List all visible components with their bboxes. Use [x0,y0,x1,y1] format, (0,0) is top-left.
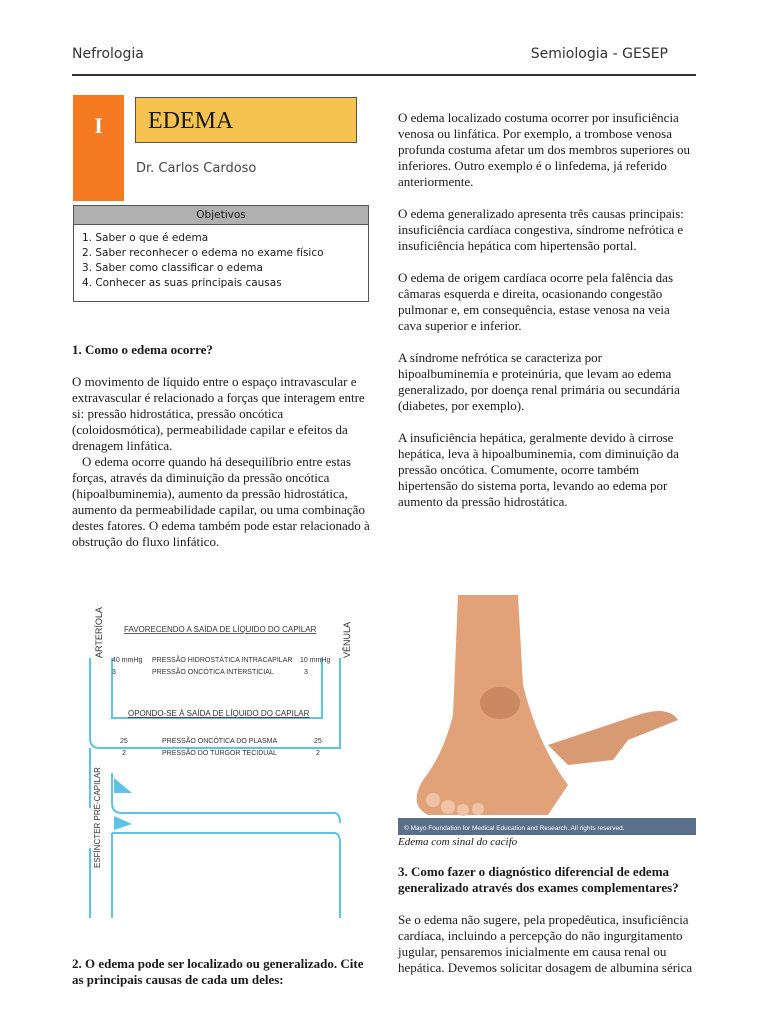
esfincter-label: ESFÍNCTER PRÉ-CAPILAR [93,767,102,868]
figure-caption: Edema com sinal do cacifo [398,836,518,848]
chapter-title-box [135,97,357,143]
row3-label: PRESSÃO ONCÓTICA DO PLASMA [162,738,278,745]
arteriola-label: ARTERÍOLA [94,607,104,658]
objective-item: 4. Conhecer as suas principais causas [82,277,282,289]
right-column [398,110,694,526]
row2-right: 3 [304,669,308,676]
row1-right: 10 mmHg [300,657,331,664]
paragraph: O edema generalizado apresenta três causas principais: insuficiência cardíaca congestiva, síndrome nefrótica e insuficiência hepática com hipertensão portal. [398,206,684,253]
paragraph: O edema de origem cardíaca ocorre pela falência das câmaras esquerda e direita, ocasionando congestão pulmonar e, em consequência, estase venosa na veia cava superior e inferior. [398,270,674,333]
objectives-box [73,205,369,302]
row1-left: 40 mmHg [112,657,143,664]
chapter-author: Dr. Carlos Cardoso [136,161,257,176]
row4-label: PRESSÃO DO TURGOR TECIDUAL [162,750,277,757]
objective-item: 3. Saber como classificar o edema [82,262,263,274]
right-column-lower [398,864,694,992]
row4-right: 2 [316,750,320,757]
header-right: Semiologia - GESEP [530,46,668,62]
left-column [72,342,372,566]
question-1: 1. Como o edema ocorre? [72,342,213,357]
row1-label: PRESSÃO HIDROSTÁTICA INTRACAPILAR [152,657,293,664]
paragraph: Se o edema não sugere, pela propedêutica, insuficiência cardíaca, incluindo a percepção do não ingurgitamento jugular, pensaremos inicialmente em causa renal ou hepática. Devemos solicitar dosagem de albumina sérica [398,912,693,975]
capillary-forces-diagram [72,598,362,928]
chapter-number: I [73,95,124,201]
figure-credit: © Mayo Foundation for Medical Education and Research. All rights reserved. [404,825,625,832]
question-2: 2. O edema pode ser localizado ou generalizado. Cite as principais causas de cada um deles: [72,956,364,987]
row2-label: PRESSÃO ONCÓTICA INTERSTICIAL [152,669,274,676]
paragraph: A insuficiência hepática, geralmente devido à cirrose hepática, leva à hipoalbuminemia, com diminuição da pressão oncótica. Comumente, ocorre também hipertensão do sistema porta, levando ao edema por aumento da pressão hidrostática. [398,430,679,509]
question-3: 3. Como fazer o diagnóstico diferencial de edema generalizado através dos exames complementares? [398,864,679,895]
objectives-heading: Objetivos [74,206,368,225]
header-left: Nefrologia [72,46,144,62]
header-divider [72,74,696,76]
paragraph: O movimento de líquido entre o espaço intravascular e extravascular é relacionado a forças que interagem entre si: pressão hidrostática, pressão oncótica (coloidosmótica), permeabilidade capilar e efeitos da drenagem linfática. [72,374,365,453]
venula-label: VÊNULA [342,621,352,658]
paragraph: O edema ocorre quando há desequilíbrio entre estas forças, através da diminuição da pressão oncótica (hipoalbuminemia), aumento da pressão hidrostática, aumento da permeabilidade capilar, ou uma combinação destes fatores. O edema também pode estar relacionado à obstrução do fluxo linfático. [72,454,370,549]
left-column-lower [72,956,372,1004]
row3-right: 25 [314,738,322,745]
edema-foot-illustration [398,595,696,835]
paragraph: O edema localizado costuma ocorrer por insuficiência venosa ou linfática. Por exemplo, a trombose venosa profunda costuma afetar um dos membros superiores ou inferiores. Outro exemplo é o linfedema, já referido anteriormente. [398,110,691,189]
objective-item: 1. Saber o que é edema [82,232,209,244]
row4-left: 2 [122,750,126,757]
row3-left: 25 [120,738,128,745]
row2-left: 3 [112,669,116,676]
paragraph: A síndrome nefrótica se caracteriza por hipoalbuminemia e proteinúria, que levam ao edema generalizado, por doença renal primária ou secundária (diabetes, por exemplo). [398,350,680,413]
chapter-title: EDEMA [148,108,234,134]
objective-item: 2. Saber reconhecer o edema no exame físico [82,247,324,259]
opondo-heading: OPONDO-SE À SAÍDA DE LÍQUIDO DO CAPILAR [128,709,310,718]
favorecendo-heading: FAVORECENDO A SAÍDA DE LÍQUIDO DO CAPILAR [124,625,317,634]
